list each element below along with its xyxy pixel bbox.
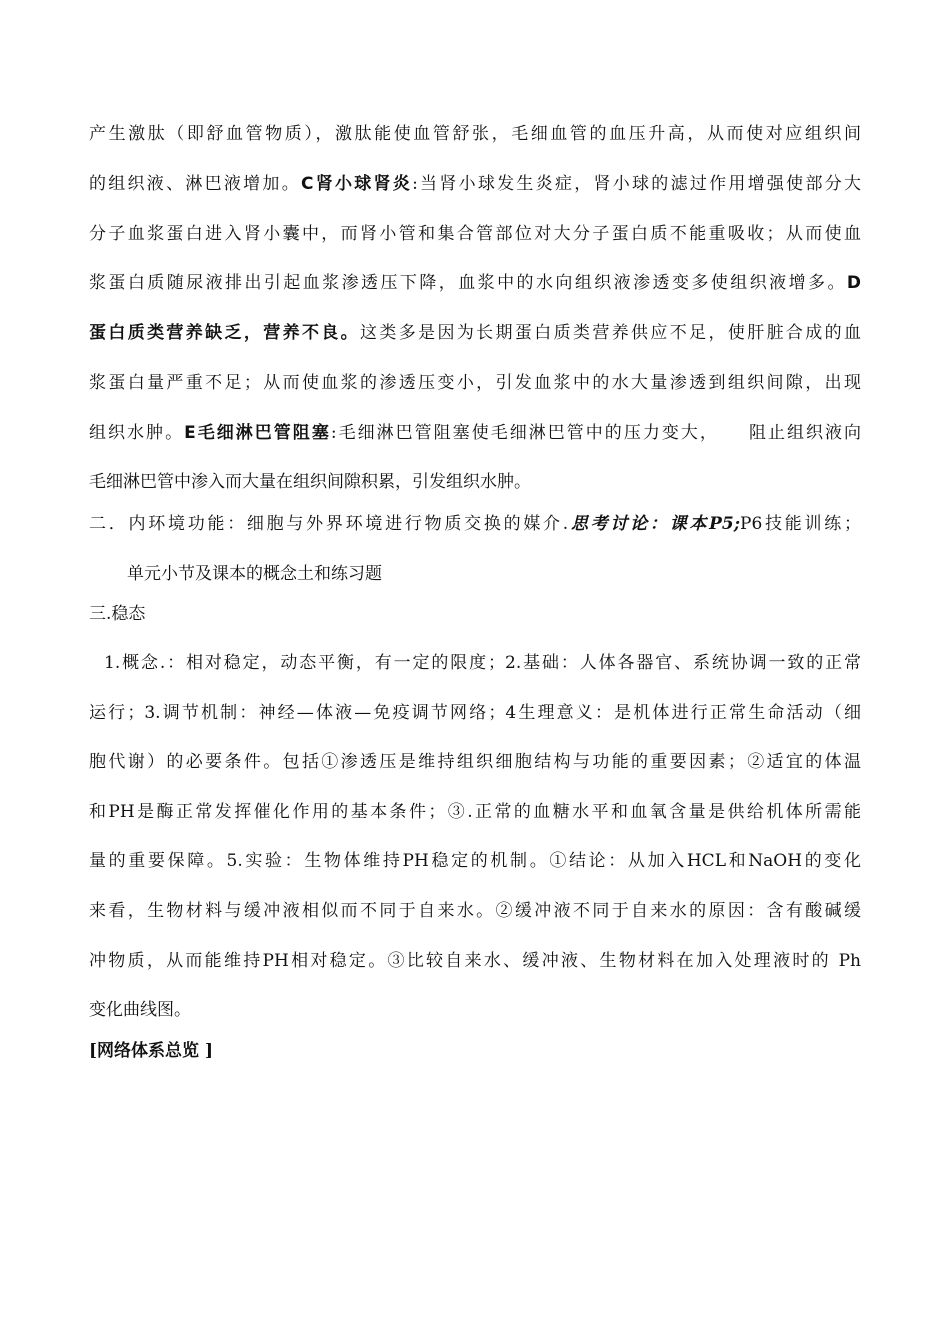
- paragraph-line: 来看，生物材料与缓冲液相似而不同于自来水。②缓冲液不同于自来水的原因：含有酸碱缓: [89, 901, 861, 921]
- paragraph-line: 量的重要保障。5.实验：生物体维持PH稳定的机制。①结论：从加入HCL和NaOH的变化: [89, 851, 861, 871]
- paragraph-line: 浆蛋白量严重不足；从而使血浆的渗透压变小，引发血浆中的水大量渗透到组织间隙，出现: [89, 373, 861, 393]
- paragraph-line: 运行；3.调节机制：神经—体液—免疫调节网络；4生理意义：是机体进行正常生命活动（细: [89, 703, 861, 723]
- paragraph-line: 变化曲线图。: [89, 1000, 191, 1020]
- section-three-heading: 三.稳态: [89, 604, 146, 624]
- discussion-reference: 思考讨论：课本P5;: [568, 514, 741, 534]
- paragraph-line: 胞代谢）的必要条件。包括①渗透压是维持组织细胞结构与功能的重要因素；②适宜的体温: [89, 752, 861, 772]
- term-lymphatic-blockage: E毛细淋巴管阻塞: [184, 423, 331, 443]
- term-label-d: D: [846, 273, 861, 293]
- paragraph-line: 毛细淋巴管中渗入而大量在组织间隙积累，引发组织水肿。: [89, 472, 531, 492]
- paragraph-line: 浆蛋白质随尿液排出引起血浆渗透压下降，血浆中的水向组织液渗透变多使组织液增多。D: [89, 273, 861, 293]
- paragraph-line: 的组织液、淋巴液增加。C肾小球肾炎:当肾小球发生炎症，肾小球的滤过作用增强使部分大: [89, 174, 861, 194]
- network-overview-heading: [网络体系总览 ]: [89, 1041, 214, 1061]
- term-malnutrition: 蛋白质类营养缺乏，营养不良。: [89, 323, 361, 343]
- paragraph-line: 1.概念.：相对稳定，动态平衡，有一定的限度；2.基础：人体各器官、系统协调一致的正常: [104, 653, 861, 673]
- paragraph-line: 组织水肿。E毛细淋巴管阻塞:毛细淋巴管阻塞使毛细淋巴管中的压力变大， 阻止组织液向: [89, 423, 862, 443]
- paragraph-line: 分子血浆蛋白进入肾小囊中，而肾小管和集合管部位对大分子蛋白质不能重吸收；从而使血: [89, 224, 861, 244]
- term-glomerulonephritis: C肾小球肾炎: [300, 174, 413, 194]
- paragraph-line: 冲物质，从而能维持PH相对稳定。③比较自来水、缓冲液、生物材料在加入处理液时的 Ph: [89, 951, 861, 971]
- paragraph-line: 产生激肽（即舒血管物质），激肽能使血管舒张，毛细血管的血压升高，从而使对应组织间: [89, 124, 861, 144]
- paragraph-line: 和PH是酶正常发挥催化作用的基本条件；③.正常的血糖水平和血氧含量是供给机体所需能: [89, 802, 861, 822]
- section-two-continuation: 单元小节及课本的概念土和练习题: [127, 564, 382, 584]
- section-two-line: 二．内环境功能：细胞与外界环境进行物质交换的媒介.思考讨论：课本P5;P6技能训练；: [89, 514, 861, 534]
- paragraph-line: 蛋白质类营养缺乏，营养不良。这类多是因为长期蛋白质类营养供应不足，使肝脏合成的血: [89, 323, 862, 343]
